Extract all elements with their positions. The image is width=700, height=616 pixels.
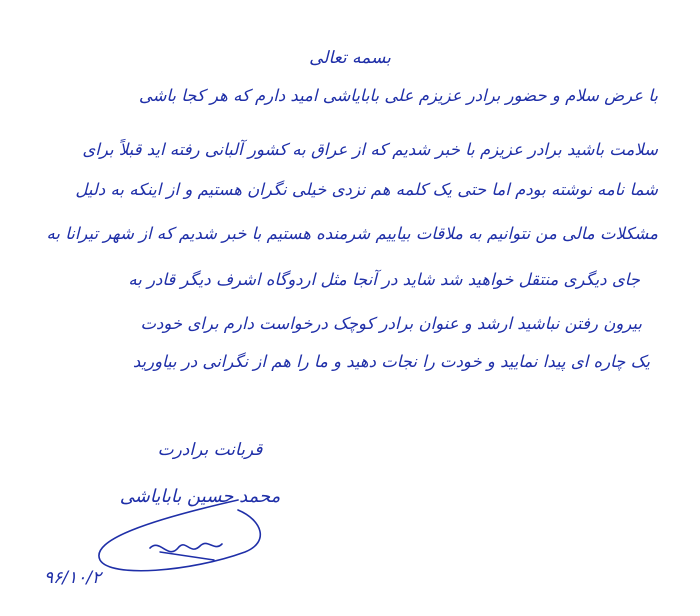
letter-line: شما نامه نوشته بودم اما حتی یک کلمه هم نزدی خیلی نگران هستیم و از اینکه به دلیل bbox=[75, 180, 658, 199]
letter-line: بیرون رفتن نباشید ارشد و عنوان برادر کوچک درخواست دارم برای خودت bbox=[140, 314, 642, 333]
letter-line: سلامت باشید برادر عزیزم با خبر شدیم که از عراق به کشور آلبانی رفته اید قبلاً برای bbox=[82, 140, 658, 159]
signer-name: محمد حسین بابایاشی bbox=[119, 486, 281, 507]
letter-date: ۹۶/۱۰/۲ bbox=[44, 568, 102, 588]
letter-title: بسمه تعالی bbox=[309, 48, 391, 68]
letter-line: یک چاره ای پیدا نمایید و خودت را نجات دهید و ما را هم از نگرانی در بیاورید bbox=[132, 352, 650, 371]
letter-line: جای دیگری منتقل خواهید شد شاید در آنجا مثل اردوگاه اشرف دیگر قادر به bbox=[128, 270, 640, 289]
letter-line: مشکلات مالی من نتوانیم به ملاقات بیاییم شرمنده هستیم با خبر شدیم که از شهر تیرانا به bbox=[46, 224, 658, 243]
letter-line: با عرض سلام و حضور برادر عزیزم علی بابایاشی امید دارم که هر کجا باشی bbox=[138, 86, 658, 105]
letter-closing: قربانت برادرت bbox=[157, 440, 263, 460]
